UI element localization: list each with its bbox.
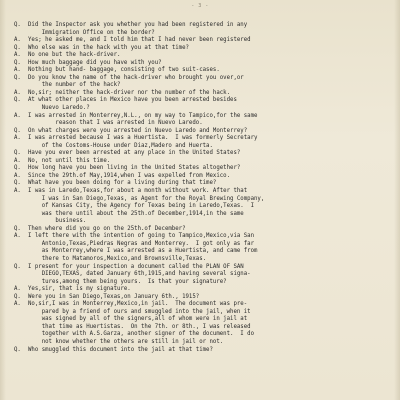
line-text: Then where did you go on the 25th.of December? [28, 225, 186, 232]
line-text: Do you know the name of the hack-driver who brought you over,or [28, 74, 244, 81]
transcript-line [14, 301, 394, 309]
line-text: How long have you been living in the United States altogether? [28, 165, 241, 172]
transcript-line [14, 347, 394, 355]
line-text: On what charges were you arrested in Nuevo Laredo and Monterrey? [28, 127, 248, 134]
question-marker: Q. [14, 165, 21, 172]
question-marker: Q. [14, 263, 21, 270]
line-text: was there until about the 25th.of December,1914,in the same [28, 210, 244, 217]
continuation-marker [14, 218, 28, 226]
line-text: Yes; he asked me, and I told him that I had never been registered [28, 37, 251, 44]
continuation-marker [14, 241, 28, 249]
line-text: How much baggage did you have with you? [28, 59, 162, 66]
line-text: DIEGO,TEXAS, dated January 6th,1915,and having several signa- [28, 271, 251, 278]
continuation-marker [14, 331, 28, 339]
line-text: Immigration Office on the border? [28, 29, 155, 36]
continuation-marker [14, 143, 28, 151]
transcript-line [14, 113, 394, 121]
line-text: Who smuggled this document into the jail at that time? [28, 346, 213, 353]
transcript-line [14, 279, 394, 287]
continuation-marker [14, 324, 28, 332]
answer-marker: A. [14, 89, 21, 96]
line-text: Did the Inspector ask you whether you had been registered in any [28, 22, 248, 28]
continuation-marker [14, 256, 28, 264]
continuation-marker [14, 339, 28, 347]
line-text: No, not until this time. [28, 157, 111, 164]
answer-marker: A. [14, 67, 21, 74]
answer-marker: A. [14, 188, 21, 195]
line-text: of the Costoms-House under Diaz,Madero and Huerta. [28, 142, 213, 149]
transcript-line [14, 203, 394, 211]
continuation-marker [14, 316, 28, 324]
line-text: the number of the hack? [28, 82, 121, 89]
transcript-line [14, 158, 394, 166]
line-text: Yes,sir, that is my signature. [28, 286, 131, 293]
transcript-line [14, 82, 394, 90]
line-text: Were you in San Diego,Texas,on January 6th., 1915? [28, 293, 200, 300]
transcript-line [14, 271, 394, 279]
transcript-line [14, 37, 394, 45]
continuation-marker [14, 279, 28, 287]
continuation-marker [14, 120, 28, 128]
question-marker: Q. [14, 346, 21, 353]
transcript-line [14, 331, 394, 339]
continuation-marker [14, 196, 28, 204]
continuation-marker [14, 271, 28, 279]
line-text: I was in San Diego,Texas, as Agent for the Royal Brewing Company, [28, 195, 265, 202]
transcript-line [14, 22, 394, 30]
answer-marker: A. [14, 233, 21, 240]
transcript-line [14, 309, 394, 317]
transcript-line [14, 128, 394, 136]
question-marker: Q. [14, 150, 21, 157]
line-text: No,sir; neither the hack-driver nor the number of the hack. [28, 89, 231, 96]
transcript-line [14, 143, 394, 151]
line-text: I left there with the intention of going to Tampico,Mexico,via San [28, 233, 254, 240]
question-marker: Q. [14, 180, 21, 187]
question-marker: Q. [14, 74, 21, 81]
page-number: - 3 - [191, 3, 209, 9]
line-text: What have you been doing for a living during that time? [28, 180, 217, 187]
answer-marker: A. [14, 286, 21, 293]
continuation-marker [14, 248, 28, 256]
transcript-line [14, 324, 394, 332]
line-text: At what other places in Mexico have you been arrested besides [28, 97, 237, 104]
transcript-line [14, 90, 394, 98]
transcript-line [14, 180, 394, 188]
line-text: together with A.S.Garza, another signer of the document. I do [28, 331, 254, 338]
line-text: I was in Laredo,Texas,for about a month without work. After that [28, 188, 248, 195]
transcript-line [14, 75, 394, 83]
line-text: not know whether the others are still in jail or not. [28, 338, 224, 345]
continuation-marker [14, 309, 28, 317]
answer-marker: A. [14, 172, 21, 179]
transcript-line [14, 60, 394, 68]
line-text: Nuevo Laredo.? [28, 105, 90, 112]
transcript-line [14, 256, 394, 264]
transcript-line [14, 286, 394, 294]
transcript-line [14, 135, 394, 143]
transcript-line [14, 150, 394, 158]
line-text: I was arrested in Monterrey,N.L., on my way to Tampico,for the same [28, 112, 258, 119]
transcript-line [14, 196, 394, 204]
line-text: Antonio,Texas,Piedras Negras and Monterrey. I got only as far [28, 240, 254, 247]
transcript-line [14, 67, 394, 75]
transcript-line [14, 248, 394, 256]
line-text: Nothing but hand- baggage, consisting of two suit-cases. [28, 67, 220, 74]
line-text: Who else was in the hack with you at that time? [28, 44, 189, 51]
transcript-line [14, 294, 394, 302]
line-text: tures,among them being yours. Is that your signature? [28, 278, 227, 285]
paper-edge-right [394, 0, 400, 400]
line-text: was signed by all of the signers,all of whom were in jail at [28, 316, 248, 323]
continuation-marker [14, 211, 28, 219]
transcript-body [14, 22, 394, 354]
answer-marker: A. [14, 301, 21, 308]
question-marker: Q. [14, 293, 21, 300]
line-text: that time as Huertistas. On the 7th. or 8th., I was released [28, 323, 251, 330]
question-marker: Q. [14, 22, 21, 28]
line-text: I present for your inspection a document called the PLAN OF SAN [28, 263, 244, 270]
line-text: No one but the hack-driver. [28, 52, 121, 59]
continuation-marker [14, 30, 28, 38]
transcript-line [14, 105, 394, 113]
transcript-line [14, 339, 394, 347]
continuation-marker [14, 82, 28, 90]
answer-marker: A. [14, 52, 21, 59]
transcript-line [14, 233, 394, 241]
transcript-line [14, 211, 394, 219]
transcript-line [14, 52, 394, 60]
line-text: Since the 29th.of May,1914,when I was expelled from Mexico. [28, 172, 231, 179]
line-text: pared by a friend of ours and smuggled into the jail, when it [28, 308, 251, 315]
transcript-line [14, 264, 394, 272]
transcript-line [14, 45, 394, 53]
answer-marker: A. [14, 112, 21, 119]
question-marker: Q. [14, 59, 21, 66]
continuation-marker [14, 105, 28, 113]
question-marker: Q. [14, 44, 21, 51]
answer-marker: A. [14, 157, 21, 164]
answer-marker: A. [14, 135, 21, 142]
paper-edge-left [0, 0, 6, 400]
transcript-line [14, 173, 394, 181]
line-text: as Monterrey,where I was arrested as a Huertista, and came from [28, 248, 258, 255]
line-text: Have you ever been arrested at any place in the United States? [28, 150, 241, 157]
transcript-line [14, 218, 394, 226]
transcript-line [14, 165, 394, 173]
answer-marker: A. [14, 37, 21, 44]
transcript-line [14, 226, 394, 234]
transcript-line [14, 30, 394, 38]
transcript-line [14, 241, 394, 249]
transcript-line [14, 120, 394, 128]
continuation-marker [14, 203, 28, 211]
transcript-line [14, 316, 394, 324]
transcript-line [14, 188, 394, 196]
line-text: No,sir,I was in Monterrey,Mexico,in jail. The document was pre- [28, 301, 248, 308]
question-marker: Q. [14, 97, 21, 104]
transcript-line [14, 97, 394, 105]
question-marker: Q. [14, 127, 21, 134]
line-text: business. [28, 218, 87, 225]
question-marker: Q. [14, 225, 21, 232]
line-text: I was arrested because I was a Huertista. I was formerly Secretary [28, 135, 258, 142]
line-text: there to Matamoros,Mexico,and Brownsville,Texas. [28, 255, 207, 262]
line-text: reason that I was arrested in Nuevo Laredo. [28, 120, 203, 127]
line-text: of Kansas City, the Agency for Texas being in Laredo,Texas. I [28, 203, 254, 210]
